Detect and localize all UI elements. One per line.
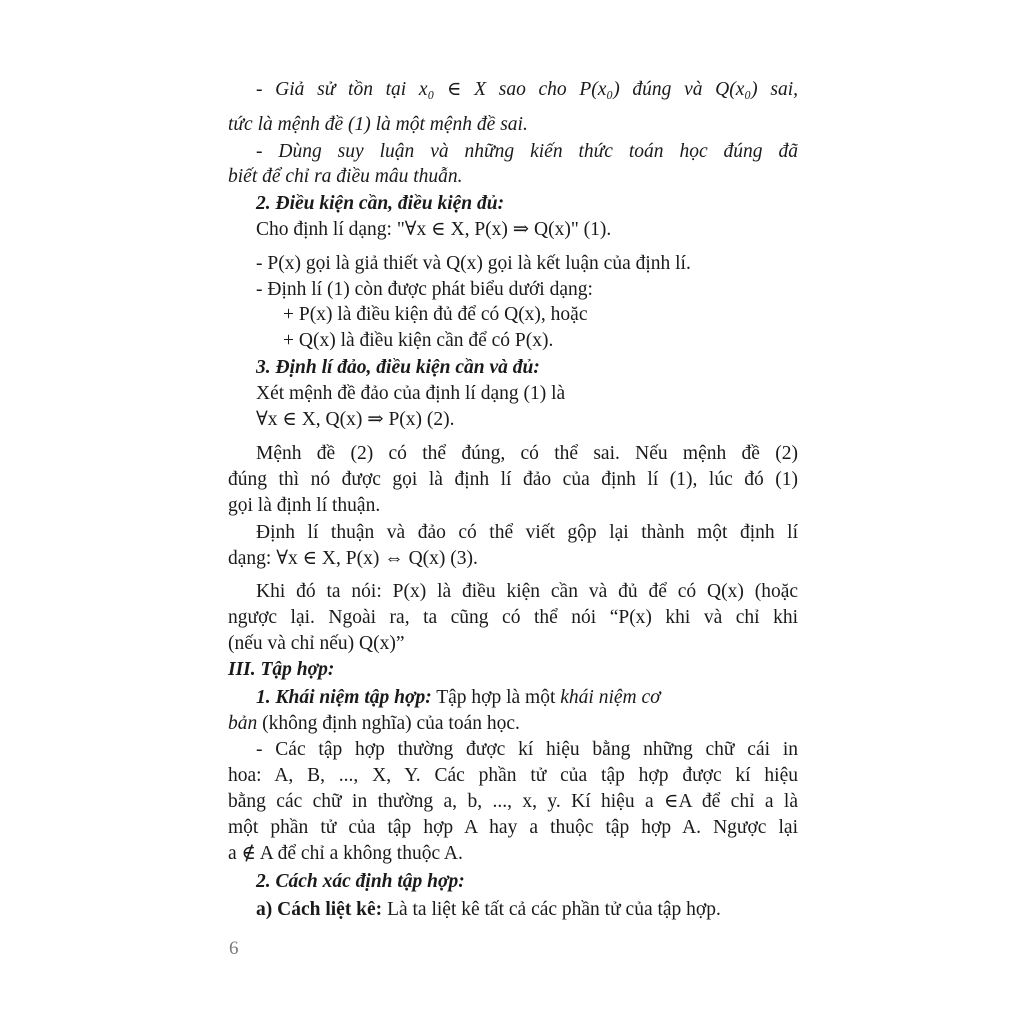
text-line: - Các tập hợp thường được kí hiệu bằng những chữ cái in (256, 739, 798, 760)
text-line: + Q(x) là điều kiện cần để có P(x). (283, 330, 554, 351)
text-line: biết để chỉ ra điều mâu thuẫn. (228, 166, 463, 187)
text-line: - Giả sử tồn tại x₀ ∈ X sao cho P(x₀) đúng và Q(x₀) sai, (256, 79, 798, 100)
text-line: đúng thì nó được gọi là định lí đảo của định lí (1), lúc đó (1) (228, 469, 798, 490)
text-line: Xét mệnh đề đảo của định lí dạng (1) là (256, 383, 566, 404)
text-line: gọi là định lí thuận. (228, 495, 381, 516)
text-line: a ∉ A để chỉ a không thuộc A. (228, 843, 463, 864)
text-line (256, 685, 798, 711)
section-heading: 2. Cách xác định tập hợp: (256, 871, 465, 892)
text-line: - Định lí (1) còn được phát biểu dưới dạng: (256, 279, 593, 300)
text-line: ngược lại. Ngoài ra, ta cũng có thể nói “P(x) khi và chỉ khi (228, 607, 798, 628)
chapter-heading: III. Tập hợp: (228, 659, 335, 680)
text-line: tức là mệnh đề (1) là một mệnh đề sai. (228, 114, 528, 135)
text-span: (không định nghĩa) của toán học. (257, 713, 520, 734)
page-number: 6 (229, 938, 239, 959)
text-span: khái niệm cơ (560, 687, 661, 708)
text-line: - P(x) gọi là giả thiết và Q(x) gọi là kết luận của định lí. (256, 253, 691, 274)
text-line: Mệnh đề (2) có thể đúng, có thể sai. Nếu mệnh đề (2) (256, 443, 798, 464)
text-line (228, 711, 798, 737)
text-line: dạng: ∀x ∈ X, P(x) ⇔ Q(x) (3). (228, 548, 478, 569)
text-span: bản (228, 713, 258, 734)
text-line: một phần tử của tập hợp A hay a thuộc tập hợp A. Ngược lại (228, 817, 798, 838)
text-line: hoa: A, B, ..., X, Y. Các phần tử của tập hợp được kí hiệu (228, 765, 798, 786)
section-heading: 3. Định lí đảo, điều kiện cần và đủ: (256, 357, 540, 378)
text-line: Cho định lí dạng: "∀x ∈ X, P(x) ⇒ Q(x)" (1). (256, 219, 612, 240)
text-line: (nếu và chỉ nếu) Q(x)” (228, 633, 405, 654)
text-line: Khi đó ta nói: P(x) là điều kiện cần và đủ để có Q(x) (hoặc (256, 581, 798, 602)
section-heading: 2. Điều kiện cần, điều kiện đủ: (256, 193, 505, 214)
text-span: Là ta liệt kê tất cả các phần tử của tập hợp. (382, 899, 721, 920)
text-line: + P(x) là điều kiện đủ để có Q(x), hoặc (283, 304, 588, 325)
text-line: bằng các chữ in thường a, b, ..., x, y. Kí hiệu a ∈A để chỉ a là (228, 791, 798, 812)
text-line (256, 897, 798, 923)
subheading: a) Cách liệt kê: (256, 899, 383, 920)
text-line: - Dùng suy luận và những kiến thức toán học đúng đã (256, 141, 798, 162)
text-span: Tập hợp là một (431, 687, 561, 708)
text-line: Định lí thuận và đảo có thể viết gộp lại thành một định lí (256, 522, 798, 543)
text-line: ∀x ∈ X, Q(x) ⇒ P(x) (2). (256, 409, 455, 430)
subheading: 1. Khái niệm tập hợp: (256, 687, 432, 708)
